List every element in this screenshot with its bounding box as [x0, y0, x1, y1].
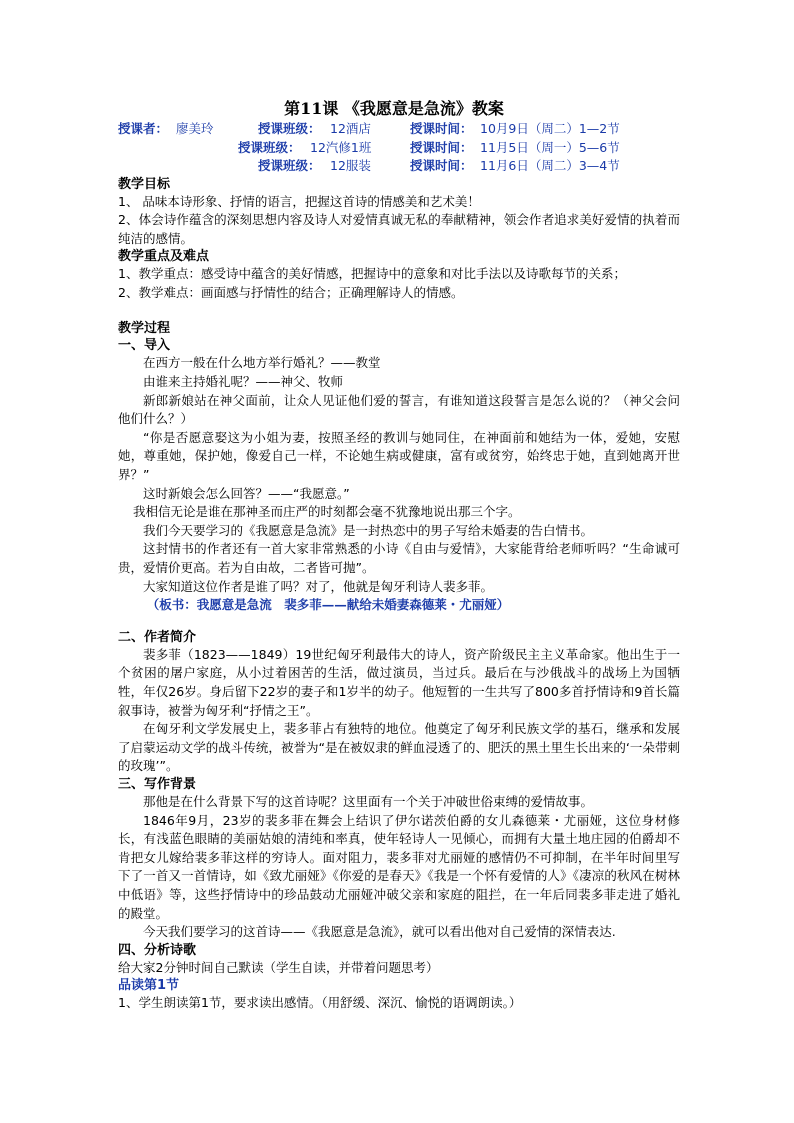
goal-item: 1、 品味本诗形象、抒情的语言，把握这首诗的情感美和艺术美！: [118, 193, 480, 209]
section-1-heading: 品读第1节: [118, 978, 180, 994]
key-point-item: 2、教学难点：画面感与抒情性的结合；正确理解诗人的情感。: [118, 284, 464, 300]
class-label: 授课班级：: [238, 139, 301, 155]
analysis-heading: 四、分析诗歌: [118, 942, 197, 958]
teacher-name: 廖美玲: [176, 121, 214, 136]
intro-heading: 一、导入: [118, 338, 171, 354]
goal-item: 2、体会诗作蕴含的深刻思想内容及诗人对爱情真诚无私的奉献精神，领会作者追求美好爱情的执着而纯洁的感情。: [118, 212, 680, 246]
author-para: 在匈牙利文学发展史上，裴多菲占有独特的地位。他奠定了匈牙利民族文学的基石，继承和发展了启蒙运动文学的战斗传统，被誉为“是在被奴隶的鲜血浸透了的、肥沃的黑土里生长出来的‘一朵带刺的玫瑰’”。: [118, 721, 680, 774]
page-title: 第11课 《我愿意是急流》教案: [284, 99, 504, 118]
lesson-plan-page: [118, 98, 680, 1013]
class-label: 授课班级：: [258, 158, 321, 173]
teacher-label: 授课者：: [118, 121, 169, 136]
intro-line: 我相信无论是谁在那神圣而庄严的时刻都会毫不犹豫地说出那三个字。: [133, 504, 521, 520]
process-heading: 教学过程: [118, 321, 171, 337]
intro-line: 大家知道这位作者是谁了吗？对了，他就是匈牙利诗人裴多菲。: [143, 578, 494, 594]
intro-line: 在西方一般在什么地方举行婚礼？——教堂: [143, 355, 381, 371]
analysis-line: 给大家2分钟时间自己默读（学生自读，并带着问题思考）: [118, 959, 439, 975]
blackboard-note: （板书：我愿意是急流 裴多菲——献给未婚妻森德莱・尤丽娅）: [146, 597, 510, 613]
intro-line: 这封情书的作者还有一首大家非常熟悉的小诗《自由与爱情》，大家能背给老师听吗？“生命诚可贵，爱情价更高。若为自由故，二者皆可抛”。: [118, 541, 680, 575]
background-para: 1846年9月，23岁的裴多菲在舞会上结识了伊尔诺茨伯爵的女儿森德莱・尤丽娅，这位身材修长，有浅蓝色眼睛的美丽姑娘的清纯和率真，使年轻诗人一见倾心，而拥有大量土地庄园的伯爵却不肯把女儿嫁给裴多菲这样的穷诗人。面对阻力，裴多菲对尤丽娅的感情仍不可抑制，在半年时间里写下了一首又一首情诗，如《致尤丽娅》《你爱的是春天》《我是一个怀有爱情的人》《凄凉的秋风在树林中低语》等，这些抒情诗中的珍品鼓动尤丽娅冲破父亲和家庭的阻拦，在一年后同裴多菲走进了婚礼的殿堂。: [118, 812, 680, 921]
class-value: 12酒店: [330, 121, 371, 136]
intro-line: 我们今天要学习的《我愿意是急流》是一封热恋中的男子写给未婚妻的告白情书。: [143, 522, 594, 538]
class-value: 12服装: [330, 158, 371, 173]
info-row-2: [118, 139, 680, 158]
author-heading: 二、作者简介: [118, 629, 197, 645]
time-value: 11月5日（周一）5—6节: [480, 139, 620, 155]
key-point-item: 1、教学重点：感受诗中蕴含的美好情感，把握诗中的意象和对比手法以及诗歌每节的关系；: [118, 266, 626, 282]
goals-heading: 教学目标: [118, 176, 171, 192]
time-value: 11月6日（周二）3—4节: [480, 158, 620, 173]
intro-line: 由谁来主持婚礼呢？——神父、牧师: [143, 374, 344, 390]
background-para: 今天我们要学习的这首诗——《我愿意是急流》，就可以看出他对自己爱情的深情表达.: [143, 924, 616, 940]
time-value: 10月9日（周二）1—2节: [480, 121, 620, 136]
background-para: 那他是在什么背景下写的这首诗呢？这里面有一个关于冲破世俗束缚的爱情故事。: [143, 793, 594, 809]
info-row-1: [118, 120, 680, 139]
class-value: 12汽修1班: [310, 139, 372, 155]
info-row-3: [118, 157, 680, 176]
intro-line: 这时新娘会怎么回答？——“我愿意。”: [143, 485, 350, 501]
intro-line: 新郎新娘站在神父面前，让众人见证他们爱的誓言，有谁知道这段誓言是怎么说的？（神父会问他们什么？）: [118, 392, 680, 427]
intro-line: “你是否愿意娶这为小姐为妻，按照圣经的教训与她同住，在神面前和她结为一体，爱她，安慰她，尊重她，保护她，像爱自己一样，不论她生病或健康，富有或贫穷，始终忠于她，直到她离开世界？”: [118, 429, 680, 483]
key-points-heading: 教学重点及难点: [118, 249, 210, 265]
background-heading: 三、写作背景: [118, 776, 197, 792]
class-label: 授课班级：: [258, 121, 321, 136]
analysis-item: 1、学生朗读第1节，要求读出感情。（用舒缓、深沉、愉悦的语调朗读。）: [118, 995, 522, 1011]
time-label: 授课时间：: [410, 121, 473, 136]
time-label: 授课时间：: [410, 158, 473, 173]
time-label: 授课时间：: [410, 139, 473, 155]
author-para: 裴多菲（1823——1849）19世纪匈牙利最伟大的诗人，资产阶级民主主义革命家。他出生于一个贫困的屠户家庭，从小过着困苦的生活，做过演员，当过兵。最后在与沙俄战斗的战场上为国牺牲，年仅26岁。身后留下22岁的妻子和1岁半的幼子。他短暂的一生共写了800多首抒情诗和9首长篇叙事诗，被誉为匈牙利“抒情之王”。: [118, 646, 680, 718]
